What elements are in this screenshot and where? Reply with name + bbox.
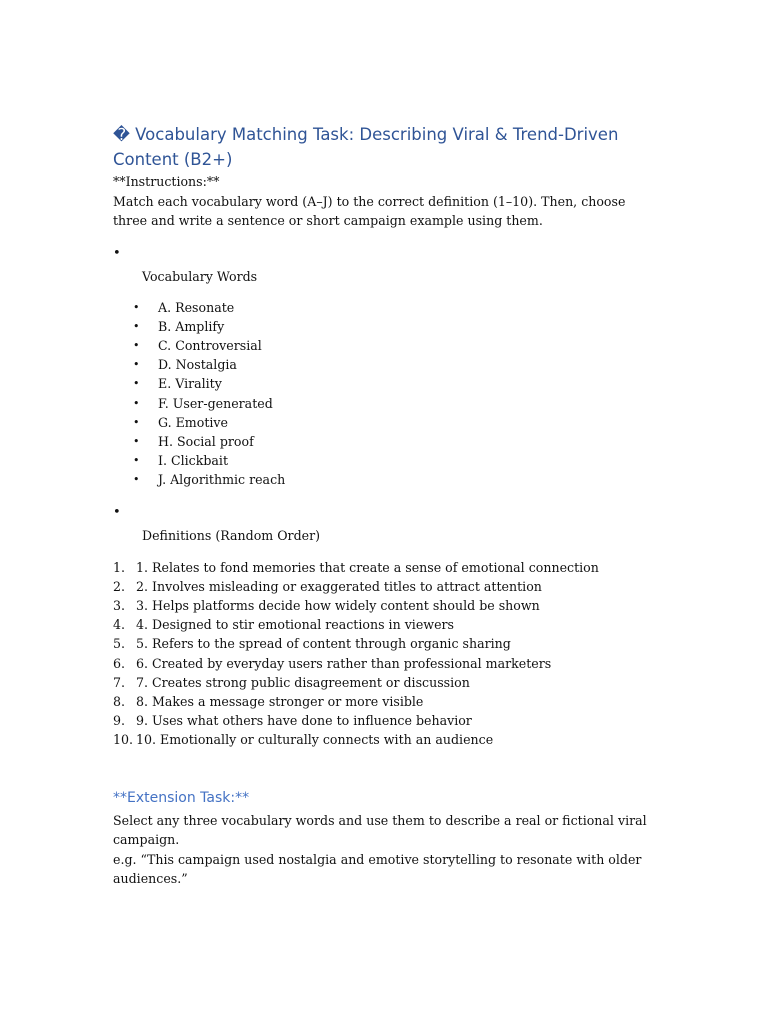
- bullet-icon: •: [133, 454, 140, 468]
- instructions-text: Match each vocabulary word (A–J) to the correct definition (1–10). Then, choose three and write a sentence or short campaign example using them.: [113, 193, 626, 228]
- bullet-icon: •: [113, 504, 121, 520]
- bullet-icon: •: [133, 319, 140, 333]
- definition-item: 1. 1. Relates to fond memories that create a sense of emotional connection: [113, 559, 599, 575]
- vocab-section-label: Vocabulary Words: [142, 268, 258, 284]
- instructions-label: **Instructions:**: [113, 174, 220, 189]
- bullet-icon: •: [113, 245, 121, 261]
- bullet-icon: •: [133, 358, 140, 372]
- defs-section-bullet: [113, 506, 658, 526]
- extension-text: Select any three vocabulary words and use them to describe a real or fictional viral campaign.: [113, 812, 647, 848]
- vocab-item: • D. Nostalgia: [113, 355, 658, 374]
- vocab-item: • G. Emotive: [113, 413, 658, 432]
- definition-item: 4. 4. Designed to stir emotional reactions in viewers: [113, 617, 455, 633]
- definition-item: 10. 10. Emotionally or culturally connects with an audience: [113, 732, 494, 748]
- bullet-icon: •: [133, 415, 140, 429]
- definitions-list: [113, 558, 658, 750]
- bullet-icon: •: [133, 338, 140, 352]
- defs-section-label: Definitions (Random Order): [142, 527, 321, 543]
- bullet-icon: •: [133, 300, 140, 314]
- extension-heading: **Extension Task:**: [113, 789, 250, 806]
- vocab-item: • C. Controversial: [113, 336, 658, 355]
- vocabulary-list: [113, 298, 658, 490]
- vocab-item: • F. User-generated: [113, 394, 658, 413]
- definition-item: 8. 8. Makes a message stronger or more visible: [113, 693, 424, 709]
- definition-item: 9. 9. Uses what others have done to influence behavior: [113, 713, 472, 729]
- vocab-item: • A. Resonate: [113, 298, 658, 317]
- vocab-item: • J. Algorithmic reach: [113, 470, 658, 489]
- document-title: � Vocabulary Matching Task: Describing Viral & Trend-Driven Content (B2+): [113, 125, 619, 169]
- bullet-icon: •: [133, 434, 140, 448]
- definition-item: 5. 5. Refers to the spread of content through organic sharing: [113, 636, 511, 652]
- document-body: [113, 122, 658, 889]
- vocab-item: • E. Virality: [113, 374, 658, 393]
- vocab-section-bullet: [113, 247, 658, 267]
- vocab-item: • B. Amplify: [113, 317, 658, 336]
- vocab-item: • H. Social proof: [113, 432, 658, 451]
- definition-item: 3. 3. Helps platforms decide how widely content should be shown: [113, 597, 540, 613]
- bullet-icon: •: [133, 473, 140, 487]
- vocab-item: • I. Clickbait: [113, 451, 658, 470]
- bullet-icon: •: [133, 396, 140, 410]
- definition-item: 7. 7. Creates strong public disagreement or discussion: [113, 674, 470, 690]
- definition-item: 2. 2. Involves misleading or exaggerated titles to attract attention: [113, 578, 542, 594]
- extension-example: e.g. “This campaign used nostalgia and emotive storytelling to resonate with older audiences.”: [113, 851, 642, 887]
- definition-item: 6. 6. Created by everyday users rather than professional marketers: [113, 655, 552, 671]
- bullet-icon: •: [133, 377, 140, 391]
